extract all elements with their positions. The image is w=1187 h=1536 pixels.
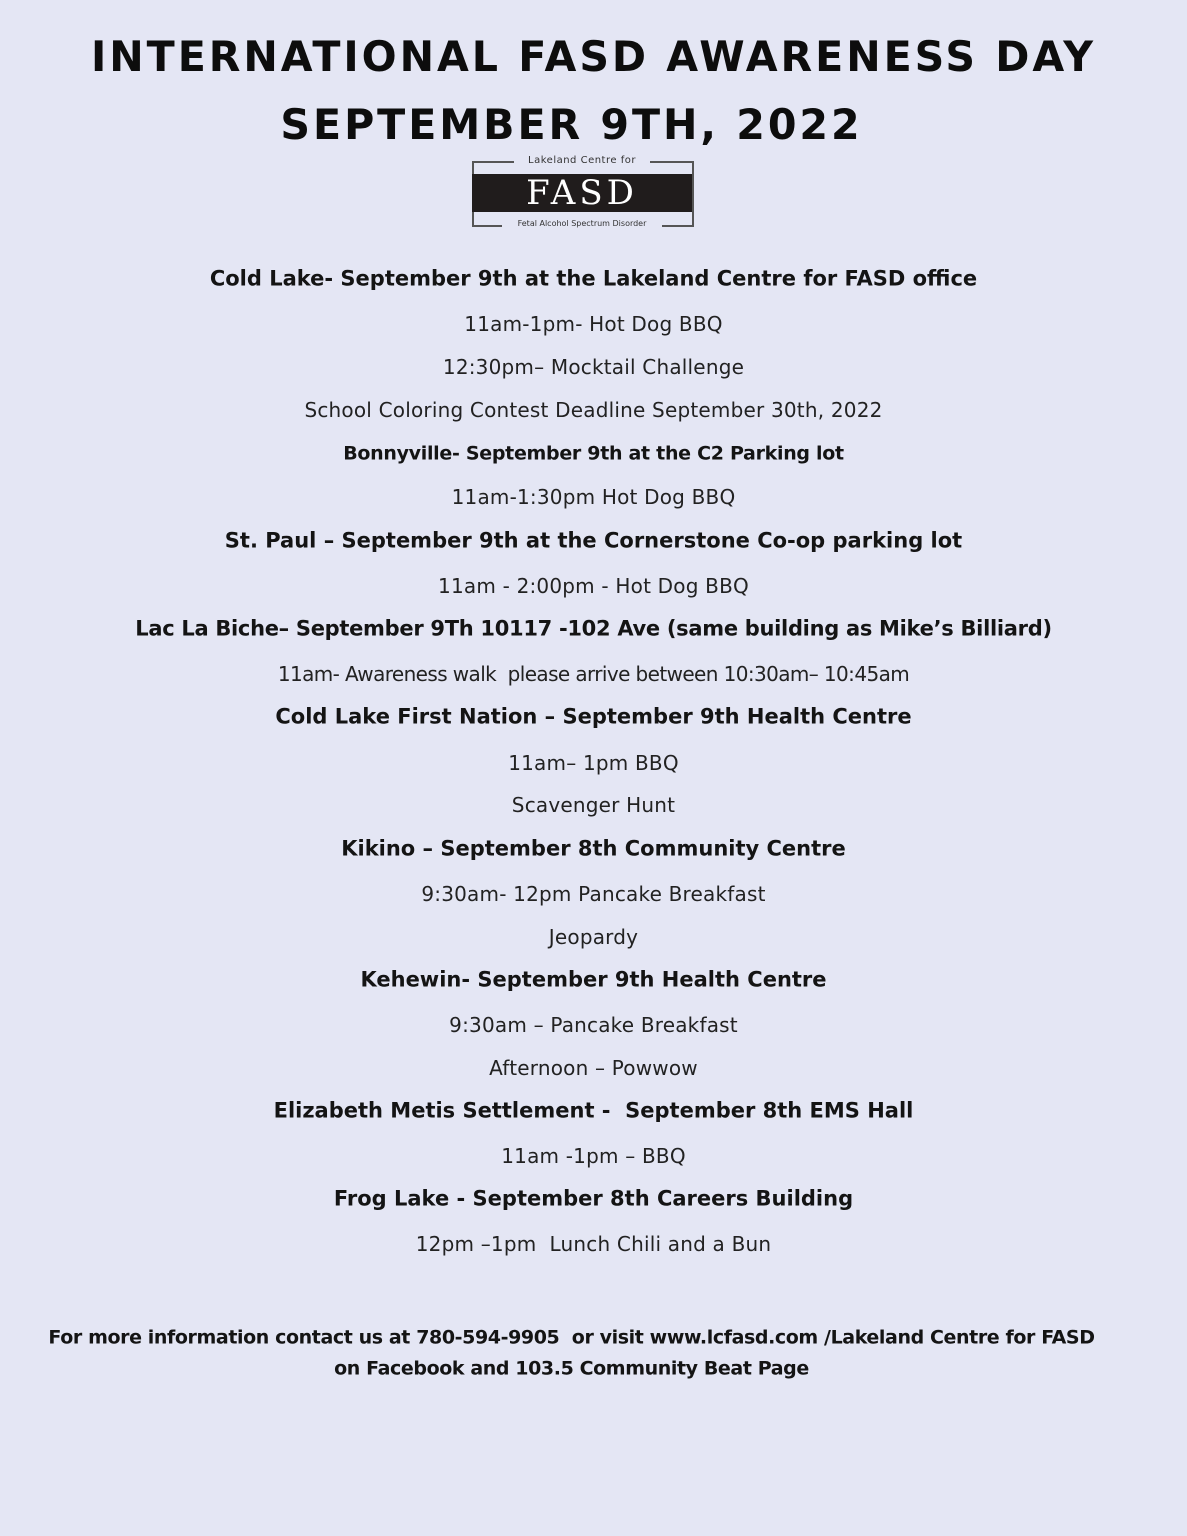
event-item: 11am - 2:00pm - Hot Dog BBQ — [438, 574, 749, 598]
footer-contact-line: For more information contact us at 780-594-9905 or visit www.lcfasd.com /Lakeland Centre for FASD — [48, 1326, 1095, 1349]
event-heading: Bonnyville- September 9th at the C2 Parking lot — [343, 442, 844, 465]
event-item: Afternoon – Powwow — [489, 1056, 698, 1080]
page-subtitle-date: SEPTEMBER 9TH, 2022 — [280, 100, 863, 149]
footer-social-line: on Facebook and 103.5 Community Beat Page — [334, 1357, 809, 1380]
event-item: 11am– 1pm BBQ — [508, 751, 679, 775]
event-item: 12:30pm– Mocktail Challenge — [442, 355, 745, 379]
event-item: Scavenger Hunt — [511, 793, 676, 817]
event-heading: Cold Lake First Nation – September 9th Health Centre — [275, 704, 912, 729]
page-title: INTERNATIONAL FASD AWARENESS DAY — [91, 32, 1096, 81]
lakeland-centre-fasd-logo — [472, 155, 692, 230]
event-item: 9:30am – Pancake Breakfast — [449, 1013, 738, 1037]
logo-bottom-text: Fetal Alcohol Spectrum Disorder — [517, 219, 647, 228]
event-heading: Kehewin- September 9th Health Centre — [360, 967, 827, 992]
event-item: 11am-1:30pm Hot Dog BBQ — [451, 485, 736, 509]
event-heading: Lac La Biche– September 9Th 10117 -102 Ave (same building as Mike’s Billiard) — [135, 616, 1052, 641]
event-item: School Coloring Contest Deadline September 30th, 2022 — [304, 398, 883, 422]
logo-top-text: Lakeland Centre for — [528, 155, 636, 166]
event-heading: Elizabeth Metis Settlement - September 8th EMS Hall — [273, 1098, 914, 1123]
event-item: 12pm –1pm Lunch Chili and a Bun — [415, 1232, 772, 1256]
event-item: Jeopardy — [548, 925, 639, 949]
event-item: 11am -1pm – BBQ — [501, 1144, 686, 1168]
event-item: 11am- Awareness walk please arrive between 10:30am– 10:45am — [277, 662, 910, 686]
event-heading: St. Paul – September 9th at the Cornerstone Co-op parking lot — [224, 528, 963, 553]
event-heading: Kikino – September 8th Community Centre — [341, 836, 846, 861]
event-item: 11am-1pm- Hot Dog BBQ — [464, 312, 723, 336]
logo-band: FASD — [472, 174, 692, 212]
event-heading: Frog Lake - September 8th Careers Building — [333, 1186, 854, 1211]
event-heading: Cold Lake- September 9th at the Lakeland Centre for FASD office — [209, 266, 978, 291]
event-item: 9:30am- 12pm Pancake Breakfast — [421, 882, 766, 906]
